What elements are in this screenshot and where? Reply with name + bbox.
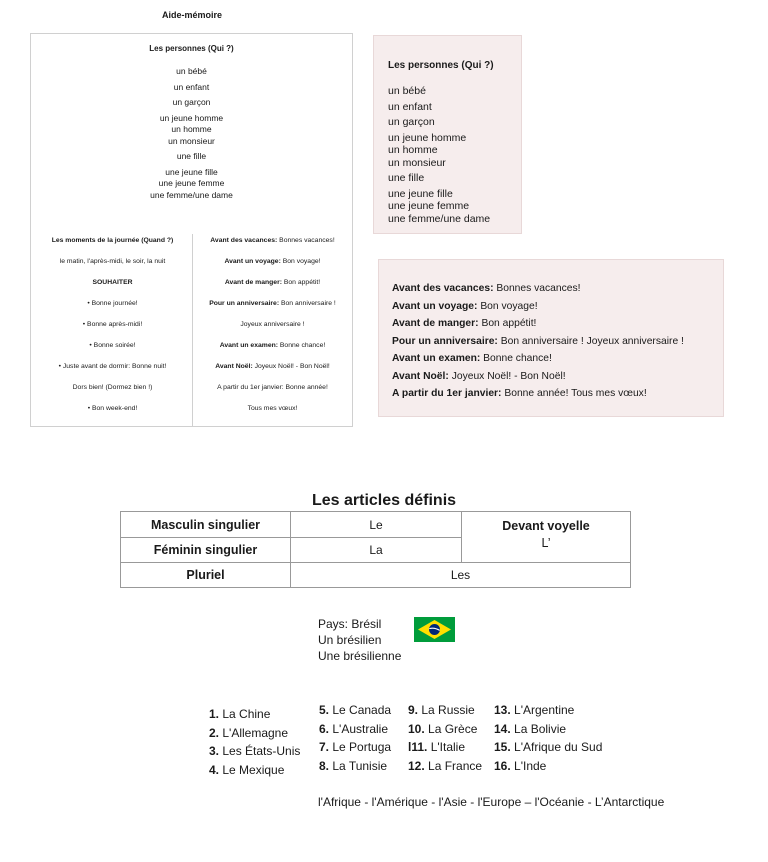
list-item: • Bonne journée! — [87, 300, 138, 307]
list-item: Avant Noël: Joyeux Noël! - Bon Noël! — [392, 370, 566, 382]
list-item: 9. La Russie — [408, 703, 475, 717]
list-item: une jeune femme — [158, 178, 225, 188]
list-item: un bébé — [388, 85, 426, 97]
list-item: un jeune homme — [159, 112, 224, 123]
brazil-flag-icon — [414, 617, 455, 647]
list-item: un garçon — [388, 116, 435, 128]
list-item: 8. La Tunisie — [319, 758, 388, 773]
people-card — [373, 35, 522, 234]
list-item: Avant un voyage: Bon voyage! — [392, 300, 538, 312]
list-item: Avant des vacances: Bonnes vacances! — [210, 237, 335, 244]
list-item: une femme/une dame — [150, 189, 233, 200]
list-item: Avant Noël: Joyeux Noël! - Bon Noël! — [215, 363, 330, 370]
list-item: Dors bien! (Dormez bien !) — [72, 384, 153, 391]
list-item: un homme — [388, 144, 438, 156]
countries-column — [209, 705, 300, 779]
country-line: Pays: Brésil — [318, 617, 382, 631]
column-divider — [192, 234, 193, 426]
list-item: 13. L'Argentine — [494, 703, 575, 717]
articles-table — [120, 511, 631, 588]
list-item: 7. Le Portuga — [319, 740, 392, 754]
list-item: 14. La Bolivie — [494, 721, 567, 736]
list-item: 10. La Grèce — [408, 721, 478, 736]
country-block — [318, 616, 401, 664]
list-item: 4. Le Mexique — [209, 762, 285, 777]
list-item: une jeune fille — [165, 166, 218, 177]
list-item: • Bonne après-midi! — [82, 321, 143, 328]
list-item: A partir du 1er janvier: Bonne année! — [217, 384, 328, 391]
wishes-list — [392, 280, 684, 403]
table-cell: Pluriel — [121, 563, 291, 588]
wishes-column — [195, 236, 350, 425]
list-item: • Juste avant de dormir: Bonne nuit! — [58, 363, 167, 370]
wishes-card — [378, 259, 724, 417]
list-item: l11. L'Italie — [408, 740, 466, 754]
continents-line: l'Afrique - l'Amérique - l'Asie - l'Europe – l'Océanie - L’Antarctique — [318, 795, 665, 809]
list-item: Avant de manger: Bon appétit! — [392, 318, 537, 329]
list-item: un enfant — [388, 100, 432, 113]
table-cell — [462, 512, 631, 563]
list-item: 6. L'Australie — [319, 721, 389, 736]
moments-column — [35, 236, 190, 425]
list-item: une fille — [388, 172, 425, 184]
list-item: Avant un examen: Bonne chance! — [219, 342, 326, 349]
countries-column — [319, 701, 391, 775]
list-item: 16. L'Inde — [494, 758, 547, 773]
moments-text: le matin, l'après-midi, le soir, la nuit — [59, 258, 166, 265]
list-item: 1. La Chine — [209, 707, 271, 721]
country-line: Un brésilien — [318, 633, 382, 647]
list-item: 2. L'Allemagne — [209, 725, 289, 740]
people-heading: Les personnes (Qui ?) — [388, 60, 494, 71]
moments-heading: Les moments de la journée (Quand ?) — [51, 237, 174, 244]
table-cell: La — [291, 538, 462, 563]
list-item: Pour un anniversaire: Bon anniversaire ! Joyeux anniversaire ! — [392, 335, 684, 347]
list-item: 15. L'Afrique du Sud — [494, 740, 603, 754]
table-cell: Féminin singulier — [121, 538, 291, 563]
people-list — [31, 66, 352, 201]
countries-column — [408, 701, 482, 775]
page-title: Aide-mémoire — [161, 10, 223, 20]
people-list — [388, 85, 490, 225]
countries-column — [494, 701, 602, 775]
list-item: Avant des vacances: Bonnes vacances! — [392, 283, 581, 294]
people-heading: Les personnes (Qui ?) — [149, 44, 234, 53]
list-item: un enfant — [173, 81, 210, 92]
table-cell: Le — [291, 512, 462, 538]
list-item: un monsieur — [168, 135, 215, 146]
list-item: Avant de manger: Bon appétit! — [224, 279, 321, 286]
vowel-value: L’ — [541, 536, 551, 550]
list-item: 3. Les États-Unis — [209, 744, 301, 758]
list-item: un monsieur — [388, 156, 446, 169]
list-item: Joyeux anniversaire ! — [240, 321, 305, 328]
list-item: A partir du 1er janvier: Bonne année! Tous mes vœux! — [392, 388, 647, 399]
list-item: une jeune femme — [388, 200, 470, 212]
list-item: un homme — [171, 124, 212, 134]
list-item: • Bonne soirée! — [89, 342, 136, 349]
list-item: un bébé — [176, 66, 207, 76]
list-item: une femme/une dame — [388, 212, 491, 225]
list-item: une fille — [176, 151, 207, 161]
list-item: un garçon — [172, 97, 211, 107]
summary-card — [30, 33, 353, 427]
list-item: une jeune fille — [388, 187, 453, 200]
vowel-label: Devant voyelle — [502, 519, 590, 533]
country-line: Une brésilienne — [318, 649, 402, 663]
list-item: 5. Le Canada — [319, 703, 392, 717]
list-item: Pour un anniversaire: Bon anniversaire ! — [209, 300, 336, 307]
list-item: 12. La France — [408, 758, 483, 773]
souhaiter-label: SOUHAITER — [92, 279, 133, 286]
articles-title: Les articles définis — [311, 492, 457, 509]
list-item: Avant un examen: Bonne chance! — [392, 353, 552, 364]
list-item: Tous mes vœux! — [247, 405, 298, 412]
list-item: un jeune homme — [388, 131, 467, 144]
list-item: Avant un voyage: Bon voyage! — [224, 258, 321, 265]
list-item: • Bon week-end! — [87, 405, 138, 412]
table-cell: Les — [291, 563, 631, 588]
table-cell: Masculin singulier — [121, 512, 291, 538]
